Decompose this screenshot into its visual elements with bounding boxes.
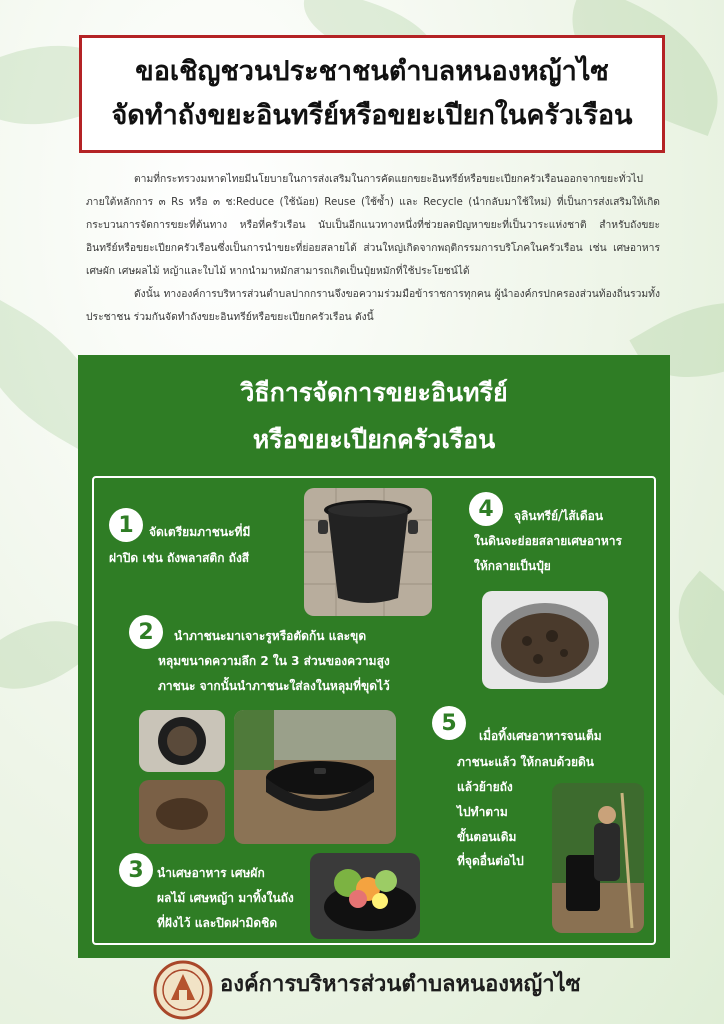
title-box [79,35,665,153]
step-3-number: 3 [119,853,153,887]
step-5-line-2: ภาชนะแล้ว ให้กลบด้วยดิน [457,755,595,769]
panel-title-line-2: หรือขยะเปียกครัวเรือน [252,425,496,454]
step-2-photo-hole [139,780,225,844]
step-2-line-1: นำภาชนะมาเจาะรูหรือตัดก้น และขุด [174,629,367,643]
step-3-line-1: นำเศษอาหาร เศษผัก [157,866,265,880]
steps-frame [92,476,656,945]
step-1-number: 1 [109,508,143,542]
step-1-line-2: ฝาปิด เช่น ถังพลาสติก ถังสี [109,551,250,565]
step-2-photo-buried [234,710,396,844]
step-5-photo [552,783,644,933]
step-4-line-1: จุลินทรีย์/ไส้เดือน [514,509,604,523]
step-5-line-1: เมื่อทิ้งเศษอาหารจนเต็ม [479,729,602,743]
title-line-1: ขอเชิญชวนประชาชนตำบลหนองหญ้าไซ [135,56,609,87]
step-4-line-2: ในดินจะย่อยสลายเศษอาหาร [474,534,622,548]
title-line-2: จัดทำถังขยะอินทรีย์หรือขยะเปียกในครัวเรือน [111,100,633,131]
intro-paragraph-1: ตามที่กระทรวงมหาดไทยมีนโยบายในการส่งเสริมในการคัดแยกขยะอินทรีย์หรือขยะเปียกครัวเรือนออกจากขยะทั่วไป ภายใต้หลักการ ๓ Rs หรือ ๓ ช:Reduce (ใช้น้อย) Reuse (ใช้ซ้ำ) และ Recycle (นำกลับมาใช้ใหม่) ที่เป็นการส่งเสริมให้เกิดกระบวนการจัดการขยะที่ต้นทาง หรือที่ครัวเรือน นับเป็นอีกแนวทางหนึ่งที่ช่วยลดปัญหาขยะที่เป็นวาระแห่งชาติ สำหรับถังขยะอินทรีย์หรือขยะเปียกครัวเรือนซึ่งเป็นการนำขยะที่ย่อยสลายได้ ส่วนใหญ่เกิดจากพฤติกรรมการบริโภคในครัวเรือน เช่น เศษอาหาร เศษผัก เศษผลไม้ หญ้าและใบไม้ หากนำมาหมักสามารถเกิดเป็นปุ๋ยหมักที่ใช้ประโยชน์ได้ [86,173,660,277]
step-5-line-4: ไปทำตาม [457,805,508,819]
step-2-photo-bucket [139,710,225,772]
intro-paragraph-2: ดังนั้น ทางองค์การบริหารส่วนตำบลปากกรานจึงขอความร่วมมือข้าราชการทุกคน ผู้นำองค์กรปกครองส่วนท้องถิ่นรวมทั้งประชาชน ร่วมกันจัดทำถังขยะอินทรีย์หรือขยะเปียกครัวเรือน ดังนี้ [86,288,660,323]
step-1-line-1: จัดเตรียมภาชนะที่มี [149,525,251,539]
step-4-number: 4 [469,492,503,526]
step-2-number: 2 [129,615,163,649]
step-3-line-3: ที่ฝังไว้ และปิดฝามิดชิด [157,916,278,930]
step-4-line-3: ให้กลายเป็นปุ๋ย [474,559,551,573]
step-4-photo [482,591,608,689]
organization-seal [153,960,213,1020]
intro-text [86,168,660,329]
method-panel [78,355,670,958]
step-3-line-2: ผลไม้ เศษหญ้า มาทิ้งในถัง [157,891,294,905]
step-5-line-6: ที่จุดอื่นต่อไป [457,854,524,868]
step-2-line-3: ภาชนะ จากนั้นนำภาชนะใส่ลงในหลุมที่ขุดไว้ [158,679,390,693]
step-5-line-5: ขั้นตอนเดิม [457,830,517,844]
step-3-photo [310,853,420,939]
step-5-number: 5 [432,706,466,740]
panel-title-line-1: วิธีการจัดการขยะอินทรีย์ [240,378,508,407]
step-2-line-2: หลุมขนาดความลึก 2 ใน 3 ส่วนของความสูง [158,654,390,668]
step-5-line-3: แล้วย้ายถัง [457,780,513,794]
footer-organization-name: องค์การบริหารส่วนตำบลหนองหญ้าไซ [220,972,581,997]
step-1-photo [304,488,432,616]
